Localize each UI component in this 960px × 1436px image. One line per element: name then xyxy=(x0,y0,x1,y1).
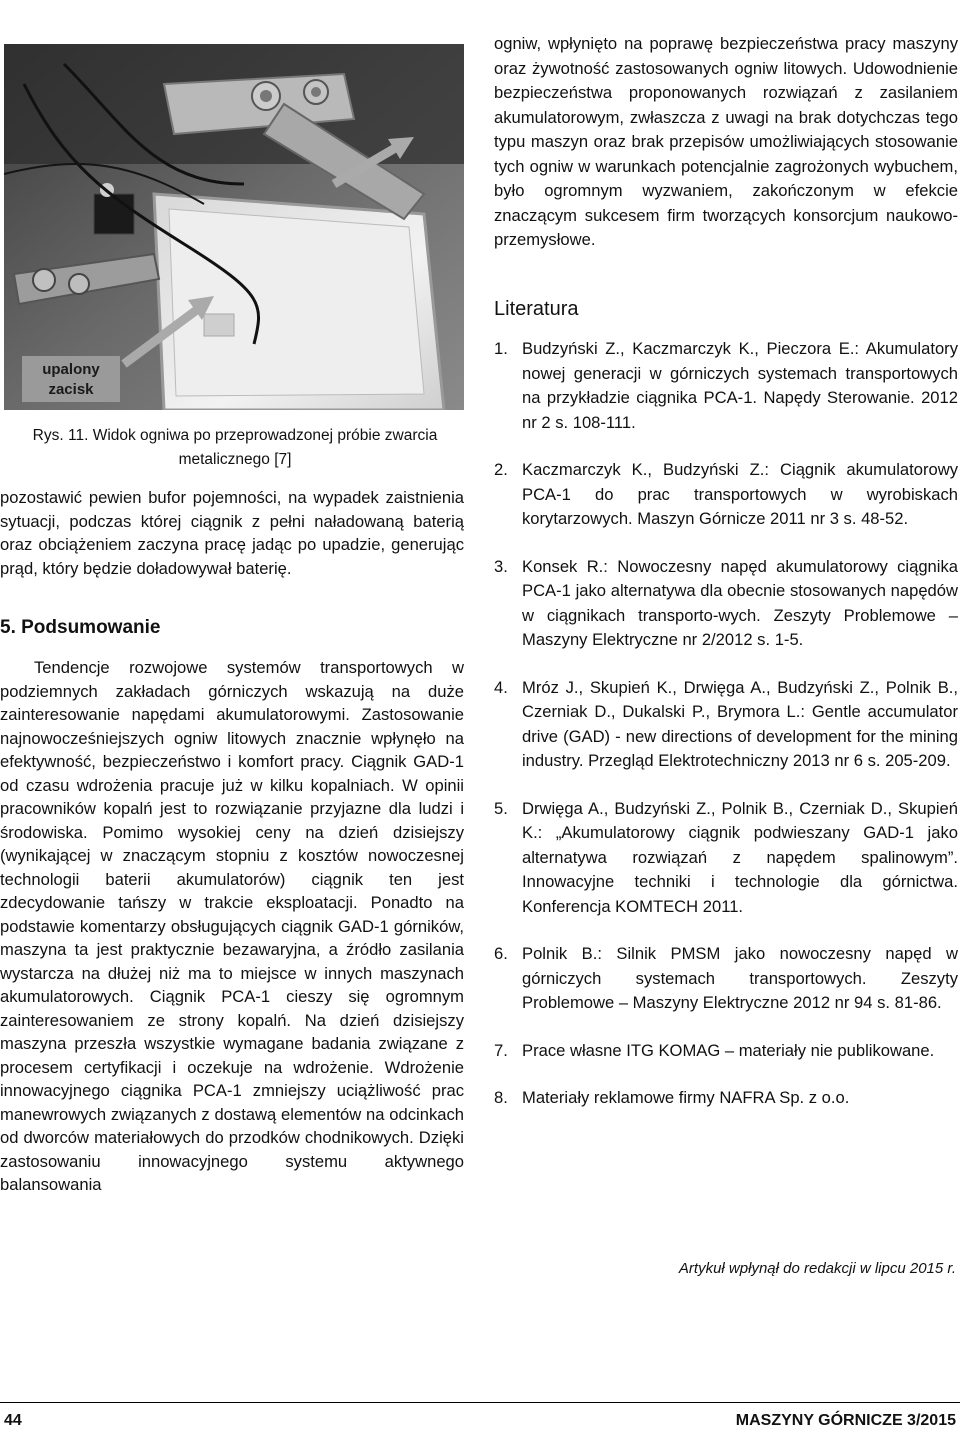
reference-item xyxy=(494,676,958,774)
reference-number: 1. xyxy=(494,339,508,358)
section-title: 5. Podsumowanie xyxy=(0,617,161,638)
reference-text: Kaczmarczyk K., Budzyński Z.: Ciągnik akumulatorowy PCA-1 do prac transportowych w wyrobiskach korytarzowych. Maszyn Górnicze 2011 nr 3 s. 48-52. xyxy=(522,460,958,528)
reference-number: 5. xyxy=(494,798,508,818)
literature-heading: Literatura xyxy=(494,298,579,320)
reference-item xyxy=(494,337,958,435)
battery-cell-photo xyxy=(4,44,464,410)
reference-text: Prace własne ITG KOMAG – materiały nie publikowane. xyxy=(522,1040,935,1060)
reference-number: 4. xyxy=(494,677,508,697)
reference-item xyxy=(494,797,958,920)
right-paragraph-1: ogniw, wpłynięto na poprawę bezpieczeństwa pracy maszyny oraz żywotność zastosowanych ogniw litowych. Udowodnienie bezpieczeństwa proponowanych rozwiązań z zasilaniem akumulatorowym, zwłaszcza z uwagi na brak dotychczas tego typu maszyn oraz brak przepisów umożliwiających stosowanie tych ogniw w warunkach potencjalnie zagrożonych wybuchem, było ogromnym wyzwaniem, zakończonym w efekcie znaczącym sukcesem firm tworzących konsorcjum naukowo-przemysłowe. xyxy=(494,34,958,249)
reference-number: 8. xyxy=(494,1088,508,1107)
journal-name: MASZYNY GÓRNICZE 3/2015 xyxy=(735,1412,956,1429)
reference-text: Konsek R.: Nowoczesny napęd akumulatorowy ciągnika PCA-1 jako alternatywa dla obecnie stosowanych napędów w ciągnikach transporto-wych. Zeszyty Problemowe – Maszyny Elektryczne nr 2/2012 s. 1-5. xyxy=(522,556,958,649)
reference-text: Budzyński Z., Kaczmarczyk K., Pieczora E.: Akumulatory nowej generacji w górniczych systemach transportowych na przykładzie ciągnika PCA-1. Napędy Sterowanie. 2012 nr 2 s. 108-111. xyxy=(522,339,958,432)
reference-number: 6. xyxy=(494,944,508,963)
reference-list xyxy=(494,337,958,1134)
left-column xyxy=(0,486,464,1197)
figure-caption-text: Widok ogniwa po przeprowadzonej próbie zwarcia metalicznego [7] xyxy=(92,427,438,468)
article-received-note: Artykuł wpłynął do redakcji w lipcu 2015 r. xyxy=(678,1260,956,1277)
figure-photo xyxy=(4,44,464,410)
figure-caption xyxy=(6,424,464,472)
reference-text: Mróz J., Skupień K., Drwięga A., Budzyński Z., Polnik B., Czerniak D., Dukalski P., Brymora L.: Gentle accumulator drive (GAD) - new directions of development for the mining industry. Przegląd Elektrotechniczny 2013 nr 6 s. 205-209. xyxy=(522,677,958,770)
reference-item xyxy=(494,555,958,653)
left-paragraph-1: pozostawić pewien bufor pojemności, na wypadek zaistnienia sytuacji, podczas której ciągnik z pełni naładowaną baterią oraz obciążeniem zaczyna pracę jadąc po upadzie, generując prąd, który będzie doładowywał baterię. xyxy=(0,488,464,578)
reference-text: Polnik B.: Silnik PMSM jako nowoczesny napęd w górniczych systemach transportowych. Zeszyty Problemowe – Maszyny Elektryczne 2012 nr 94 s. 81-86. xyxy=(522,944,958,1012)
reference-number: 2. xyxy=(494,460,508,479)
reference-item xyxy=(494,942,958,1016)
left-paragraph-2: Tendencje rozwojowe systemów transportowych w podziemnych zakładach górniczych wskazują na duże zainteresowanie napędami akumulatorowymi. Zastosowanie najnowocześniejszych ogniw litowych znacznie wpłynęło na efektywność, bezpieczeństwo i komfort pracy. Ciągnik GAD-1 od czasu wdrożenia pracuje już w kilku kopalniach. W opinii pracowników kopalń jest to rozwiązanie przyjazne dla ludzi i środowiska. Pomimo wysokiej ceny na dzień dzisiejszy (wynikającej w znaczącym stopniu z kosztów nowoczesnej technologii baterii akumulatorów) ciągnik ten jest zdecydowanie tańszy w trakcie eksploatacji. Ponadto na podstawie komentarzy obsługujących ciągnik GAD-1 górników, maszyna ta jest praktycznie bezawaryjna, a źródło zasilania wystarcza na dłużej niż ma to miejsce w innych maszynach akumulatorowych. Ciągnik PCA-1 cieszy się ogromnym zainteresowaniem ze strony kopalń. Na dzień dzisiejszy maszyna przeszła wszystkie wymagane badania związane z procesem certyfikacji i oczekuje na wdrożenie. Wdrożenie innowacyjnego ciągnika PCA-1 zmniejszy uciążliwość prac manewrowych związanych z dostawą elementów na odcinkach od dworców materiałowych do przodków chodnikowych. Dzięki zastosowaniu innowacyjnego systemu aktywnego balansowania xyxy=(0,658,464,1194)
reference-item xyxy=(494,1086,958,1111)
footer-divider xyxy=(0,1402,960,1403)
reference-number: 7. xyxy=(494,1040,508,1060)
reference-text: Drwięga A., Budzyński Z., Polnik B., Czerniak D., Skupień K.: „Akumulatorowy ciągnik podwieszany GAD-1 jako alternatywa rozwiązań z napędem spalinowym”. Innowacyjne techniki i technologie dla górnictwa. Konferencja KOMTECH 2011. xyxy=(522,798,958,916)
page-number: 44 xyxy=(4,1412,22,1429)
reference-text: Materiały reklamowe firmy NAFRA Sp. z o.o. xyxy=(522,1088,850,1107)
photo-label-line1: upalony xyxy=(42,361,100,378)
reference-item xyxy=(494,1039,958,1064)
reference-number: 3. xyxy=(494,556,508,576)
reference-item xyxy=(494,458,958,532)
photo-label-line2: zacisk xyxy=(48,381,94,398)
figure-caption-number: Rys. 11. xyxy=(32,427,89,444)
right-column xyxy=(494,32,958,253)
